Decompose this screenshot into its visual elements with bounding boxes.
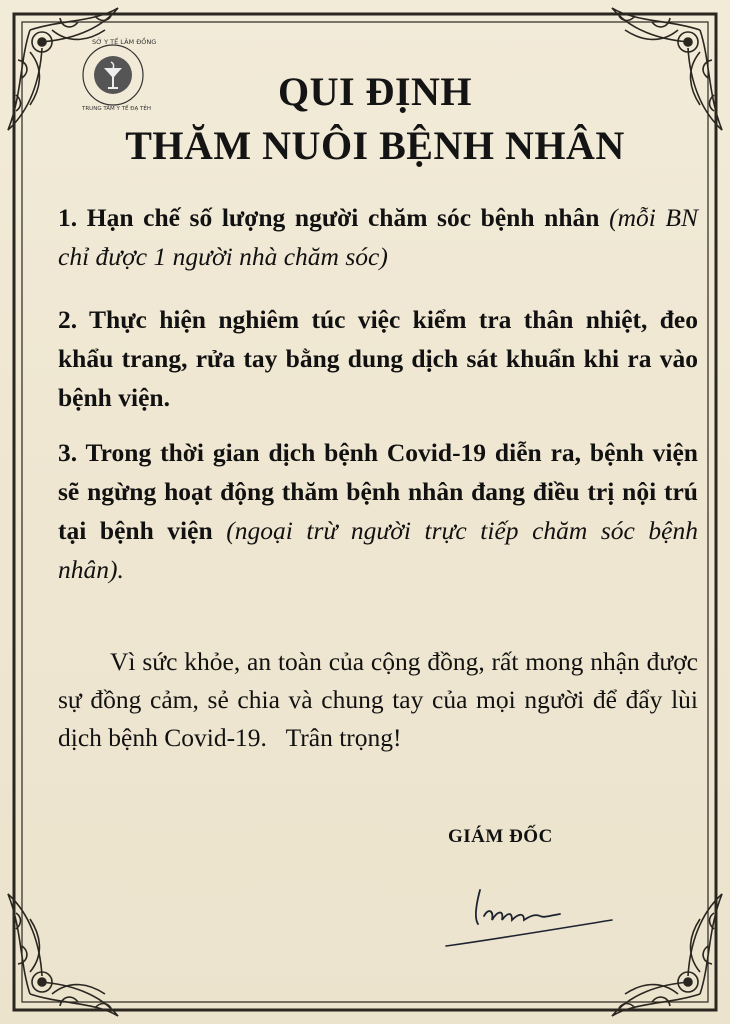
closing-paragraph: Vì sức khỏe, an toàn của cộng đồng, rất mong nhận được sự đồng cảm, sẻ chia và chung tay của mọi người để đẩy lùi dịch bệnh Covid-19. Trân trọng! — [58, 647, 705, 752]
rule-2-text: 2. Thực hiện nghiêm túc việc kiểm tra thân nhiệt, đeo khẩu trang, rửa tay bằng dung dịch sát khuẩn khi ra vào bệnh viện. — [58, 305, 698, 412]
logo-bottom-text: TRUNG TÂM Y TẾ ĐẠ TẺH — [82, 106, 151, 112]
logo-top-text: SỞ Y TẾ LÂM ĐỒNG — [92, 38, 157, 46]
handwritten-signature — [440, 880, 620, 950]
rule-3 — [58, 433, 698, 589]
rule-3-note: (ngoại trừ người trực tiếp chăm sóc bệnh nhân). — [58, 516, 698, 584]
title-line-2: THĂM NUÔI BỆNH NHÂN — [125, 123, 625, 168]
rule-1-text: 1. Hạn chế số lượng người chăm sóc bệnh nhân — [58, 203, 600, 232]
rule-3-text: 3. Trong thời gian dịch bệnh Covid-19 diễn ra, bệnh viện sẽ ngừng hoạt động thăm bệnh nhân đang điều trị nội trú tại bệnh viện — [58, 438, 698, 545]
rule-2 — [58, 300, 698, 417]
title-line-1: QUI ĐỊNH — [277, 69, 473, 114]
rule-1-note: (mỗi BN chỉ được 1 người nhà chăm sóc) — [58, 203, 699, 271]
rule-1 — [58, 198, 698, 276]
signer-title: GIÁM ĐỐC — [448, 826, 553, 847]
